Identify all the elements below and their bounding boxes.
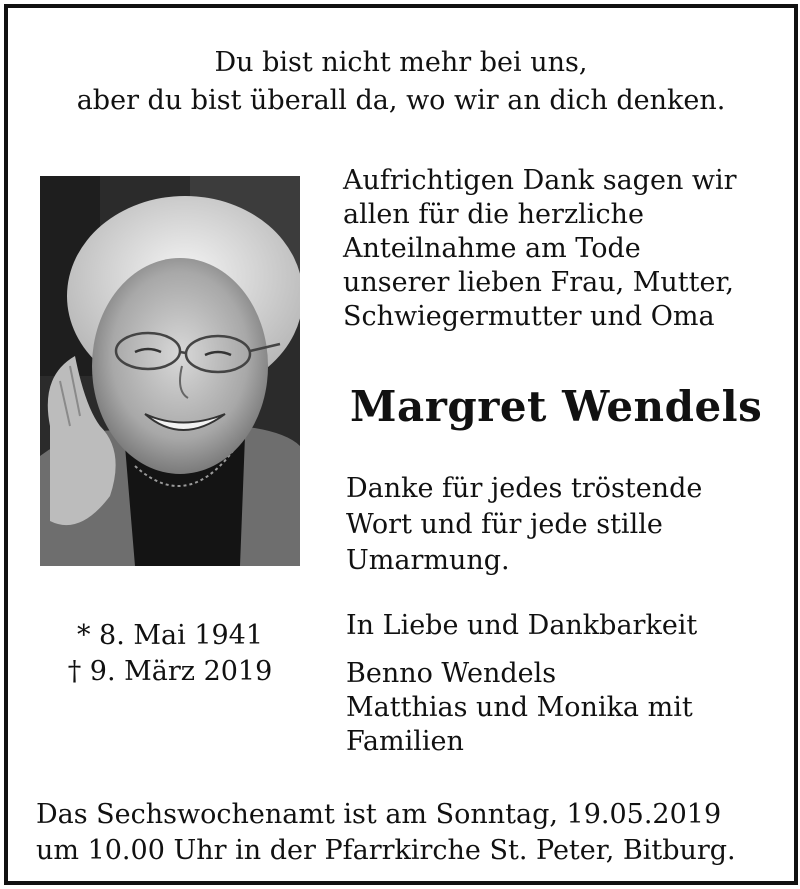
gratitude-line: Umarmung. <box>346 545 510 576</box>
thanks-line: Anteilnahme am Tode <box>343 233 641 264</box>
gratitude-line: Wort und für jede stille <box>346 509 663 540</box>
intro-line-1: Du bist nicht mehr bei uns, <box>214 47 588 78</box>
notice-frame <box>4 4 798 885</box>
service-line-2: um 10.00 Uhr in der Pfarrkirche St. Peter, Bitburg. <box>36 835 736 866</box>
thanks-line: Aufrichtigen Dank sagen wir <box>343 165 737 196</box>
family-signature <box>346 609 786 759</box>
deceased-name: Margret Wendels <box>350 382 763 431</box>
birth-date: * 8. Mai 1941 <box>76 620 264 651</box>
service-notice <box>36 797 796 869</box>
family-member: Benno Wendels <box>346 658 557 689</box>
portrait-photo <box>40 176 300 566</box>
thanks-text <box>343 164 783 334</box>
portrait-image <box>40 176 300 566</box>
family-member: Familien <box>346 726 464 757</box>
gratitude-text <box>346 471 786 579</box>
intro-line-2: aber du bist überall da, wo wir an dich denken. <box>76 85 726 116</box>
closing-phrase: In Liebe und Dankbarkeit <box>346 610 698 641</box>
thanks-line: Schwiegermutter und Oma <box>343 301 715 332</box>
service-line-1: Das Sechswochenamt ist am Sonntag, 19.05.2019 <box>36 799 722 830</box>
thanks-line: allen für die herzliche <box>343 199 644 230</box>
death-date: † 9. März 2019 <box>67 656 273 687</box>
life-dates <box>40 618 300 690</box>
family-member: Matthias und Monika mit <box>346 692 693 723</box>
gratitude-line: Danke für jedes tröstende <box>346 473 703 504</box>
intro-verse <box>8 44 794 120</box>
thanks-line: unserer lieben Frau, Mutter, <box>343 267 734 298</box>
